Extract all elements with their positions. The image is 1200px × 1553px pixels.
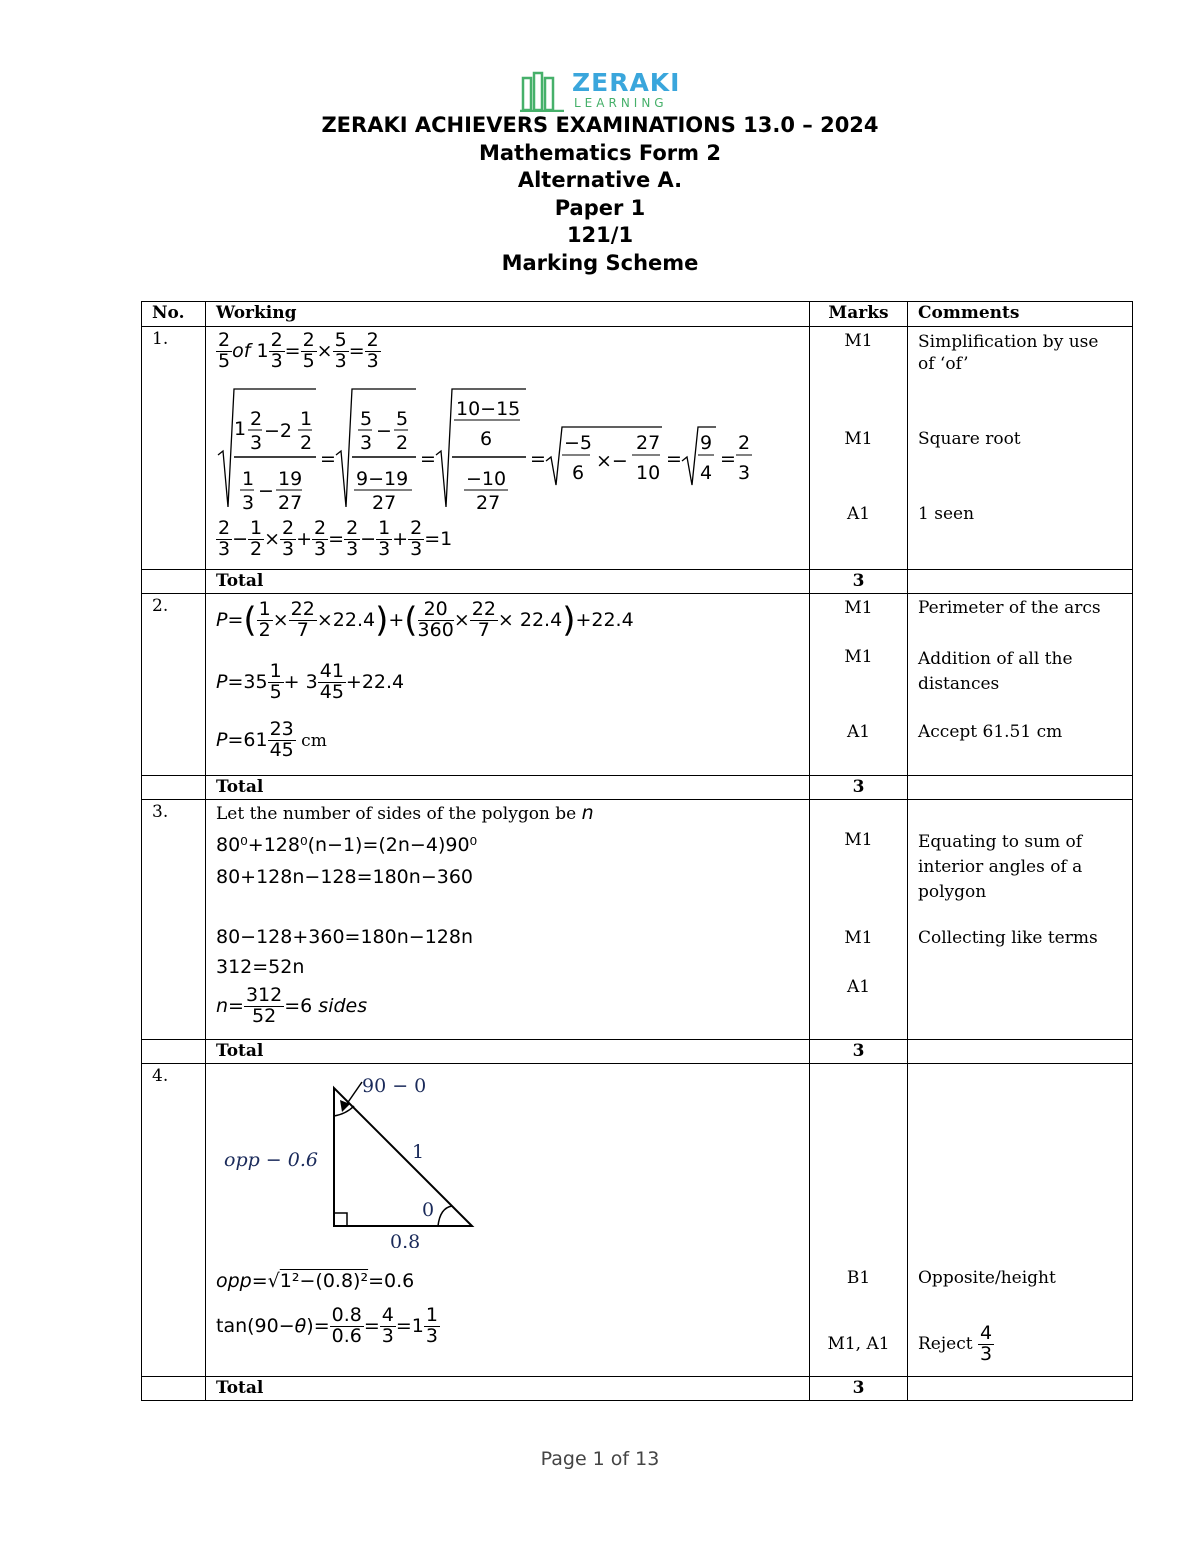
table-row-q3 (142, 800, 1133, 1040)
q2-total-row (142, 776, 1133, 800)
q2-comment-3: Accept 61.51 cm (918, 722, 1063, 742)
q2-line1: P=( $\frac{1}{2}$ × $\frac{22}{7}$ ×22.4)+( $\frac{20}{360}$ × $\frac{22}{7}$ × 22.4)+22.4 (216, 598, 634, 641)
svg-text:1: 1 (234, 418, 247, 440)
q3-total: 3 (810, 1040, 908, 1064)
header-working: Working (206, 302, 810, 327)
q4-label-angle: 0 (422, 1199, 435, 1221)
q1-comment-2: Square root (918, 429, 1021, 449)
svg-text:2: 2 (250, 408, 263, 430)
svg-text:−5: −5 (564, 432, 593, 454)
q1-total-label: Total (206, 570, 810, 594)
svg-text:10: 10 (636, 462, 661, 484)
svg-text:−10: −10 (466, 468, 507, 490)
svg-text:27: 27 (476, 492, 501, 514)
q2-line3: P=61 $\frac{23}{45}$ cm (216, 718, 327, 761)
q1-total-row (142, 570, 1133, 594)
q4-line2: tan(90−θ)= $\frac{0.8}{0.6}$ = $\frac{4}{3}$ =1 $\frac{1}{3}$ (216, 1304, 438, 1347)
q4-total: 3 (810, 1377, 908, 1401)
svg-text:1: 1 (300, 408, 313, 430)
q3-marks (810, 800, 908, 1040)
svg-text:19: 19 (278, 468, 303, 490)
q2-comments (908, 594, 1133, 776)
exam-header (0, 112, 1200, 277)
svg-text:=: = (666, 448, 682, 470)
exam-title: ZERAKI ACHIEVERS EXAMINATIONS 13.0 – 2024 (321, 113, 879, 137)
q1-mark-1: M1 (844, 331, 873, 351)
q4-comments (908, 1064, 1133, 1377)
svg-text:3: 3 (360, 432, 373, 454)
svg-text:3: 3 (242, 492, 255, 514)
svg-text:9−19: 9−19 (356, 468, 409, 490)
q3-line1: 80⁰+128⁰(n−1)=(2n−4)90⁰ (216, 834, 478, 856)
q1-total: 3 (810, 570, 908, 594)
svg-text:3: 3 (738, 462, 751, 484)
svg-text:×−: ×− (596, 450, 628, 472)
q2-mark-3: A1 (846, 722, 871, 742)
svg-text:−: − (376, 420, 392, 442)
q1-no: 1. (142, 327, 206, 570)
exam-subject: Mathematics Form 2 (479, 140, 721, 165)
q4-triangle-diagram (216, 1068, 516, 1248)
q2-no: 2. (142, 594, 206, 776)
q4-total-label: Total (206, 1377, 810, 1401)
header-comments: Comments (908, 302, 1133, 327)
q2-mark-1: M1 (844, 598, 873, 618)
page-number: Page 1 of 13 (540, 1448, 660, 1470)
q4-total-row (142, 1377, 1133, 1401)
svg-text:5: 5 (396, 408, 409, 430)
q3-comments (908, 800, 1133, 1040)
q4-mark-1: B1 (846, 1268, 871, 1288)
q1-working (206, 327, 810, 570)
svg-text:3: 3 (250, 432, 263, 454)
header-no: No. (142, 302, 206, 327)
exam-alternative: Alternative A. (517, 168, 683, 192)
q1-line1: $\frac{2}{5}$ of 1 $\frac{2}{3}$ = $\frac{2}{5}$ × $\frac{5}{3}$ = $\frac{2}{3}$ (218, 329, 379, 372)
q1-comment-1: Simplification by use of ‘of’ (918, 332, 1099, 374)
q4-label-top: 90 − 0 (362, 1075, 427, 1097)
svg-text:9: 9 (700, 432, 713, 454)
svg-text:−: − (258, 480, 274, 502)
q2-mark-2: M1 (844, 647, 873, 667)
q4-line1: opp=√1²−(0.8)²=0.6 (216, 1270, 415, 1292)
q3-line3: 80−128+360=180n−128n (216, 926, 474, 948)
q4-comment-2: Reject $\frac{4}{3}$ (918, 1322, 993, 1365)
q1-mark-2: M1 (844, 429, 873, 449)
marking-table (141, 301, 1133, 1401)
q3-total-label: Total (206, 1040, 810, 1064)
q2-line2: P=35 $\frac{1}{5}$ + 3 $\frac{41}{45}$ +22.4 (216, 660, 405, 703)
svg-text:2: 2 (396, 432, 409, 454)
svg-text:6: 6 (572, 462, 585, 484)
logo-brand: ZERAKI (572, 68, 681, 97)
svg-text:10−15: 10−15 (456, 398, 521, 420)
zeraki-logo (520, 70, 690, 112)
q3-mark-2: M1 (844, 928, 873, 948)
svg-text:=: = (320, 448, 336, 470)
svg-text:=: = (420, 448, 436, 470)
svg-text:=: = (720, 448, 736, 470)
q2-comment-2: Addition of all the distances (918, 649, 1073, 694)
q4-mark-2: M1, A1 (827, 1334, 890, 1354)
svg-text:4: 4 (700, 462, 713, 484)
q3-intro: Let the number of sides of the polygon be n (216, 802, 594, 824)
svg-text:27: 27 (372, 492, 397, 514)
svg-text:2: 2 (300, 432, 313, 454)
exam-scheme: Marking Scheme (501, 250, 699, 275)
q2-total-label: Total (206, 776, 810, 800)
exam-code: 121/1 (566, 223, 634, 247)
q3-mark-1: M1 (844, 830, 873, 850)
q3-comment-1: Equating to sum of interior angles of a polygon (918, 832, 1083, 902)
q4-marks (810, 1064, 908, 1377)
logo-sub: LEARNING (574, 96, 668, 110)
svg-text:27: 27 (636, 432, 661, 454)
q1-mark-3: A1 (846, 504, 871, 524)
q1-comments (908, 327, 1133, 570)
q2-marks (810, 594, 908, 776)
q2-total: 3 (810, 776, 908, 800)
q3-total-row (142, 1040, 1133, 1064)
q3-no: 3. (142, 800, 206, 1040)
q4-label-opp: opp − 0.6 (224, 1149, 318, 1171)
q2-comment-1: Perimeter of the arcs (918, 598, 1101, 618)
q3-mark-3: A1 (846, 977, 871, 997)
q4-label-hyp: 1 (412, 1141, 425, 1163)
svg-text:2: 2 (738, 432, 751, 454)
table-header-row (142, 302, 1133, 327)
q4-label-base: 0.8 (390, 1231, 421, 1248)
svg-text:1: 1 (242, 468, 255, 490)
q2-working (206, 594, 810, 776)
books-icon (520, 70, 564, 112)
table-row-q4 (142, 1064, 1133, 1377)
table-row-q1 (142, 327, 1133, 570)
q3-comment-2: Collecting like terms (918, 928, 1098, 948)
q1-marks (810, 327, 908, 570)
q4-no: 4. (142, 1064, 206, 1377)
q1-sqrt-expression (216, 385, 776, 515)
svg-text:−2: −2 (264, 420, 293, 442)
q3-line4: 312=52n (216, 956, 305, 978)
q3-line5: n= $\frac{312}{52}$ =6 sides (216, 984, 368, 1027)
q1-line3: $\frac{2}{3}$ − $\frac{1}{2}$ × $\frac{2}{3}$ + $\frac{2}{3}$ = $\frac{2}{3}$ − $\frac{1}{3}$ + $\frac{2}{3}$ =1 (218, 517, 453, 560)
svg-text:5: 5 (360, 408, 373, 430)
svg-text:=: = (530, 448, 546, 470)
q3-line2: 80+128n−128=180n−360 (216, 866, 474, 888)
exam-paper: Paper 1 (554, 195, 646, 220)
q4-comment-1: Opposite/height (918, 1268, 1056, 1288)
q3-working (206, 800, 810, 1040)
q1-comment-3: 1 seen (918, 504, 975, 524)
q4-working (206, 1064, 810, 1377)
svg-text:27: 27 (278, 492, 303, 514)
table-row-q2 (142, 594, 1133, 776)
svg-text:6: 6 (480, 428, 493, 450)
header-marks: Marks (810, 302, 908, 327)
